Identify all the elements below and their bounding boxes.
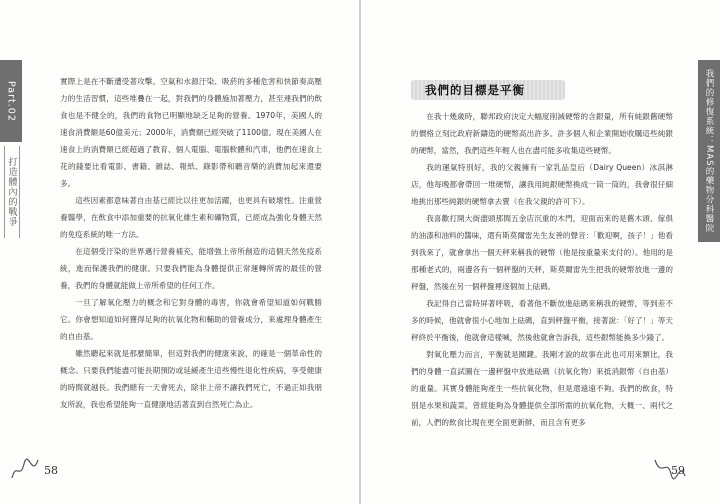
part-tab: Part.02	[0, 60, 22, 142]
left-body-text	[60, 73, 322, 413]
paragraph: 對氧化壓力而言，平衡就是關鍵。我剛才說的故事在此也可用來類比，我們的身體一直試圖在一邊秤盤中放進砝碼（抗氧化物）來抵消銀幣（自由基）的重量。其實身體能夠產生一些抗氧化物，但是還遠遠不夠。我們的飲食，特別是水果和蔬菜，曾經能夠為身體提供全部所需的抗氧化物，大概一、兩代之前，人們的飲食比現在更全面更新鮮，而且含有更多	[411, 350, 673, 427]
swirl-ornament-icon	[8, 452, 48, 482]
paragraph: 我記得自己當時屏著呼吸，看著他不斷放進砝碼來稱我的硬幣，等到差不多的時候，他就會很小心地加上砝碼，直到秤盤平衡，接著說：「好了！」等天秤終於平衡後，他就會這樣喊，然後他就會告訴我，這些銀幣能換多少錢了。	[411, 299, 673, 342]
paragraph: 這些因素都意味著自由基已經比以往更加活躍，也更具有破壞性。注重營養醫學，在飲食中添加重要的抗氧化維生素和礦物質，已經成為強化身體天然的免疫系統的唯一方法。	[60, 196, 322, 239]
section-heading: 我們的目標是平衡	[425, 83, 525, 97]
page-number: 59	[671, 464, 685, 477]
page-number: 58	[44, 464, 58, 477]
paragraph: 我喜歡打開大街盡頭那間五金店沉重的木門，迎面而來的是舊木頭、傢俱的油漆和油料的醬味，還有斯莫爾雷先生友善的聲音：「歡迎啊，孩子！」他看到我來了，就會拿出一個天秤來稱我的硬幣（他是按重量來支付的）。他用的是那種老式的，兩邊各有一個秤盤的天秤，斯莫爾雷先生把我的硬幣放進一邊的秤盤，然後在另一個秤盤裡逐個加上砝碼。	[411, 214, 673, 291]
paragraph: 一旦了解氧化壓力的概念和它對身體的毒害，你就會希望知道如何戰勝它。你會想知道如何獲得足夠的抗氧化物和輔助的營養成分，來處理身體產生的自由基。	[60, 298, 322, 341]
right-body-text	[411, 108, 673, 431]
left-page	[0, 0, 359, 504]
paragraph: 雖然聽起來就是那麼簡單，但這對我們的健康來說，的確是一個革命性的概念。只要我們能盡可能長期預防或延緩產生這些慢性退化性疾病，享受健康的時間就越長。我們總有一天會死去，除非上帝不讓我們死亡，不過正如我朋友所說，我也希望能夠一直健康地活著直到自然死亡為止。	[60, 349, 322, 409]
right-page	[361, 0, 720, 504]
paragraph: 在我十幾歲時，聯邦政府決定大幅度削減硬幣的含銀量，所有純銀舊硬幣的價格立刻比政府新鑄造的硬幣高出許多。許多個人和企業開始收購這些純銀的硬幣，當然，我們這些年輕人也在盡可能多收集這些硬幣。	[411, 112, 673, 155]
paragraph: 我的運氣特別好，我的父親擁有一家乳品皇后（Dairy Queen）冰淇淋店，他每晚都會帶回一堆硬幣，讓我用純銀硬幣換成一筒一筒的，我會很仔細地挑出那些純銀的硬幣拿去賣（在我父親的許可下）。	[411, 163, 673, 206]
paragraph: 實際上是在不斷遭受著攻擊。空氣和水源汙染、吸菸的多種危害和快節奏高壓力的生活習慣，這些堆疊在一起，對我們的身體施加著壓力，甚至連我們的飲食也是不健全的，我們的食物已明顯地缺乏足夠的營養。1970年，美國人的速食消費額是60億美元；2000年，消費額已經突破了1100億。現在美國人在速食上的消費額已經超過了教育、個人電腦、電腦軟體和汽車，他們在速食上花的錢要比看電影、書籍、雜誌、報紙、錄影帶和聽音樂的消費加起來還要多。	[60, 77, 322, 188]
section-heading-block	[411, 80, 571, 102]
chapter-side-tab: 我們的修復系統：MAS的藥物分科醫院	[698, 60, 720, 242]
chapter-side-title: 打造體內的戰爭	[4, 146, 20, 238]
paragraph: 在這個受汙染的世界邁行營養補充，能增強上帝所創造的這個天然免疫系統，進而保護我們的健康。只要我們能為身體提供正常運轉所需的最佳的營養，我們的身體就能做上帝所希望的任何工作。	[60, 247, 322, 290]
